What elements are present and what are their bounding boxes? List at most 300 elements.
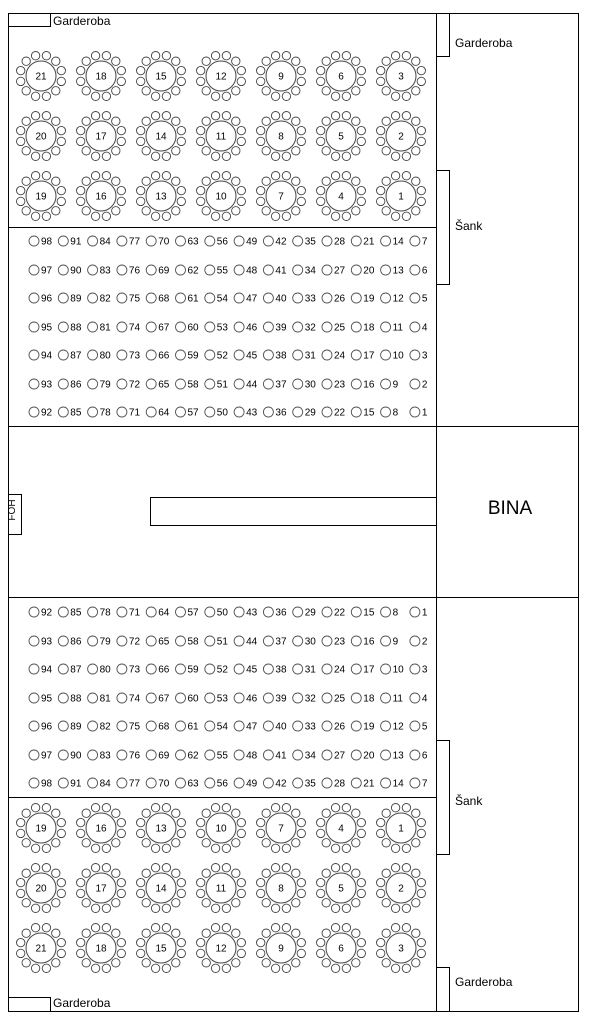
seat-circle xyxy=(381,350,391,360)
table-chair xyxy=(82,87,90,95)
table-chair xyxy=(17,66,25,74)
table-chair xyxy=(412,87,420,95)
table-chair xyxy=(202,87,210,95)
seat xyxy=(381,636,399,648)
table-chair xyxy=(262,207,270,215)
seat-circle xyxy=(117,322,127,332)
seat xyxy=(29,778,53,790)
table-chair xyxy=(177,66,185,74)
seat xyxy=(263,236,287,248)
table-chair xyxy=(117,126,125,134)
seat-number: 65 xyxy=(158,636,170,648)
seat-circle xyxy=(263,293,273,303)
table-chair xyxy=(137,878,145,886)
table-chair xyxy=(417,197,425,205)
table-chair xyxy=(417,818,425,826)
table-chair xyxy=(91,844,99,852)
seat-circle xyxy=(263,322,273,332)
round-table xyxy=(17,864,66,913)
table-chair xyxy=(342,212,350,220)
seat-circle xyxy=(176,721,186,731)
seat-circle xyxy=(351,750,361,760)
seat-number: 84 xyxy=(99,236,111,248)
table-chair xyxy=(82,809,90,817)
seat-circle xyxy=(410,265,420,275)
seat-number: 5 xyxy=(421,721,428,733)
table-chair xyxy=(82,869,90,877)
seat-circle xyxy=(351,293,361,303)
seat-number: 6 xyxy=(421,750,428,762)
seat xyxy=(351,265,375,277)
table-chair xyxy=(151,924,159,932)
table-chair xyxy=(232,869,240,877)
seat-number: 44 xyxy=(246,636,258,648)
seat xyxy=(410,607,428,619)
table-chair xyxy=(197,878,205,886)
seat-circle xyxy=(58,350,68,360)
table-chair xyxy=(52,809,60,817)
round-table xyxy=(197,864,246,913)
seat xyxy=(146,379,170,391)
table-chair xyxy=(57,889,65,897)
seat-number: 46 xyxy=(246,693,258,705)
table-chair xyxy=(271,864,279,872)
seat xyxy=(88,721,112,733)
seat-number: 79 xyxy=(99,379,111,391)
table-chair xyxy=(151,172,159,180)
round-table xyxy=(137,864,186,913)
table-chair xyxy=(357,126,365,134)
seat xyxy=(381,350,405,362)
table-chair xyxy=(282,844,290,852)
seat-number: 81 xyxy=(99,693,111,705)
table-number: 20 xyxy=(35,883,47,895)
seat-number: 82 xyxy=(99,721,111,733)
seat xyxy=(410,721,428,733)
seat xyxy=(351,407,375,419)
table-chair xyxy=(352,87,360,95)
table-chair xyxy=(317,818,325,826)
table-chair xyxy=(57,878,65,886)
table-chair xyxy=(391,844,399,852)
seat-circle xyxy=(146,350,156,360)
seat xyxy=(263,778,287,790)
table-chair xyxy=(391,964,399,972)
round-table xyxy=(317,924,366,973)
seat-number: 94 xyxy=(41,350,53,362)
seat-circle xyxy=(117,693,127,703)
seat-number: 69 xyxy=(158,265,170,277)
seat xyxy=(263,379,287,391)
table-chair xyxy=(211,804,219,812)
table-chair xyxy=(77,126,85,134)
table-chair xyxy=(222,152,230,160)
table-chair xyxy=(402,844,410,852)
table-chair xyxy=(22,809,30,817)
seat-number: 49 xyxy=(246,236,258,248)
table-chair xyxy=(402,924,410,932)
table-chair xyxy=(331,964,339,972)
table-chair xyxy=(151,904,159,912)
table-number: 20 xyxy=(35,131,47,143)
table-chair xyxy=(292,57,300,65)
seat-number: 91 xyxy=(70,778,82,790)
table-chair xyxy=(151,804,159,812)
table-chair xyxy=(151,864,159,872)
seat-circle xyxy=(351,379,361,389)
table-chair xyxy=(357,938,365,946)
table-number: 4 xyxy=(338,191,344,203)
table-chair xyxy=(222,904,230,912)
seat xyxy=(29,407,53,419)
table-number: 10 xyxy=(215,823,227,835)
seat-circle xyxy=(234,721,244,731)
seat-number: 58 xyxy=(187,636,199,648)
table-chair xyxy=(282,864,290,872)
table-chair xyxy=(91,112,99,120)
seat-circle xyxy=(410,721,420,731)
table-chair xyxy=(282,92,290,100)
seat xyxy=(88,607,112,619)
seat-number: 64 xyxy=(158,407,170,419)
seat-number: 35 xyxy=(304,236,316,248)
seat-circle xyxy=(293,407,303,417)
table-chair xyxy=(402,92,410,100)
table-chair xyxy=(202,929,210,937)
table-chair xyxy=(177,829,185,837)
seat xyxy=(410,750,428,762)
seat xyxy=(381,407,399,419)
seat-number: 25 xyxy=(334,693,346,705)
seat-number: 74 xyxy=(128,322,141,334)
table-chair xyxy=(331,112,339,120)
seat-circle xyxy=(29,721,39,731)
table-chair xyxy=(257,126,265,134)
table-chair xyxy=(382,87,390,95)
seat-number: 84 xyxy=(99,778,111,790)
table-chair xyxy=(82,929,90,937)
table-chair xyxy=(282,804,290,812)
seat-circle xyxy=(117,350,127,360)
seat xyxy=(293,236,317,248)
table-chair xyxy=(52,839,60,847)
table-number: 4 xyxy=(338,823,344,835)
table-chair xyxy=(102,924,110,932)
seat xyxy=(117,322,141,334)
seat-circle xyxy=(293,693,303,703)
seat-number: 52 xyxy=(216,350,228,362)
seat-circle xyxy=(176,293,186,303)
table-chair xyxy=(377,878,385,886)
table-chair xyxy=(202,809,210,817)
seat xyxy=(58,407,82,419)
table-chair xyxy=(172,57,180,65)
table-chair xyxy=(222,804,230,812)
seat-circle xyxy=(322,379,332,389)
table-chair xyxy=(112,959,120,967)
table-chair xyxy=(202,57,210,65)
seat-circle xyxy=(205,750,215,760)
seat-circle xyxy=(234,236,244,246)
seat-number: 29 xyxy=(304,607,316,619)
seat xyxy=(351,607,375,619)
table-chair xyxy=(382,57,390,65)
table-chair xyxy=(137,186,145,194)
table-chair xyxy=(52,899,60,907)
table-chair xyxy=(177,126,185,134)
table-chair xyxy=(257,949,265,957)
seat-number: 85 xyxy=(70,607,82,619)
table-chair xyxy=(402,212,410,220)
seat-circle xyxy=(322,693,332,703)
seat-circle xyxy=(381,778,391,788)
garderoba-top-right-label: Garderoba xyxy=(455,36,513,50)
table-chair xyxy=(31,864,39,872)
table-chair xyxy=(42,112,50,120)
seat-circle xyxy=(205,693,215,703)
seat-number: 54 xyxy=(216,721,228,733)
seat xyxy=(293,721,317,733)
table-chair xyxy=(317,186,325,194)
seat-circle xyxy=(263,236,273,246)
table-chair xyxy=(91,904,99,912)
table-chair xyxy=(137,818,145,826)
table-chair xyxy=(417,66,425,74)
seat xyxy=(410,293,428,305)
table-chair xyxy=(357,137,365,145)
round-table xyxy=(377,804,426,853)
seat-circle xyxy=(263,407,273,417)
table-chair xyxy=(402,152,410,160)
seat xyxy=(381,607,399,619)
seat-circle xyxy=(410,693,420,703)
stage-label: BINA xyxy=(487,498,533,519)
seat-number: 62 xyxy=(187,265,199,277)
seat-circle xyxy=(234,293,244,303)
seat-circle xyxy=(117,236,127,246)
table-chair xyxy=(31,964,39,972)
seat xyxy=(117,778,141,790)
seat-number: 24 xyxy=(334,664,346,676)
table-chair xyxy=(322,839,330,847)
table-chair xyxy=(31,804,39,812)
table-chair xyxy=(352,929,360,937)
seat xyxy=(234,407,258,419)
table-chair xyxy=(22,57,30,65)
seat-circle xyxy=(176,636,186,646)
table-number: 17 xyxy=(95,883,107,895)
seat-number: 75 xyxy=(128,293,141,305)
seat xyxy=(322,750,346,762)
seat-circle xyxy=(205,721,215,731)
table-chair xyxy=(322,117,330,125)
table-chair xyxy=(31,172,39,180)
table-chair xyxy=(177,889,185,897)
hall-outline xyxy=(9,14,437,1012)
table-chair xyxy=(391,804,399,812)
seat-number: 57 xyxy=(187,607,199,619)
seat-circle xyxy=(58,265,68,275)
seat-number: 24 xyxy=(334,350,346,362)
seat xyxy=(322,778,346,790)
seat-circle xyxy=(58,236,68,246)
seat-number: 65 xyxy=(158,379,170,391)
seat xyxy=(410,236,428,248)
seat xyxy=(263,322,287,334)
table-chair xyxy=(317,949,325,957)
seat-circle xyxy=(293,750,303,760)
seat xyxy=(293,265,317,277)
seat-circle xyxy=(381,750,391,760)
table-chair xyxy=(342,844,350,852)
seat-number: 68 xyxy=(158,293,170,305)
seat-number: 64 xyxy=(158,607,170,619)
table-number: 7 xyxy=(278,823,284,835)
table-number: 8 xyxy=(278,883,284,895)
table-chair xyxy=(112,809,120,817)
table-chair xyxy=(292,869,300,877)
table-chair xyxy=(57,77,65,85)
seat xyxy=(263,607,287,619)
seat xyxy=(293,322,317,334)
table-chair xyxy=(282,52,290,60)
seat xyxy=(146,664,170,676)
seat xyxy=(410,664,428,676)
seat-circle xyxy=(176,379,186,389)
table-chair xyxy=(331,924,339,932)
seat-number: 43 xyxy=(246,407,258,419)
seat xyxy=(29,750,53,762)
seat xyxy=(88,664,112,676)
sank-top-box xyxy=(437,171,450,285)
seat-number: 3 xyxy=(421,664,428,676)
table-chair xyxy=(162,844,170,852)
seat-circle xyxy=(410,379,420,389)
seat-number: 77 xyxy=(128,778,141,790)
table-chair xyxy=(22,869,30,877)
seat-circle xyxy=(58,379,68,389)
table-chair xyxy=(271,924,279,932)
seat-circle xyxy=(293,350,303,360)
seat-circle xyxy=(29,407,39,417)
seat-number: 71 xyxy=(128,407,141,419)
table-chair xyxy=(271,804,279,812)
table-chair xyxy=(357,197,365,205)
seat-number: 41 xyxy=(275,265,287,277)
seat-number: 52 xyxy=(216,664,228,676)
seat xyxy=(293,664,317,676)
seat-circle xyxy=(234,379,244,389)
seat xyxy=(146,636,170,648)
seat-number: 7 xyxy=(421,236,428,248)
table-chair xyxy=(382,177,390,185)
seat-number: 87 xyxy=(70,664,82,676)
table-chair xyxy=(117,889,125,897)
seat-circle xyxy=(263,350,273,360)
table-chair xyxy=(232,899,240,907)
seat xyxy=(381,293,405,305)
seat xyxy=(234,750,258,762)
seat-circle xyxy=(293,721,303,731)
seat-circle xyxy=(263,265,273,275)
round-table xyxy=(137,52,186,101)
table-chair xyxy=(282,964,290,972)
seat xyxy=(176,293,200,305)
seat xyxy=(58,322,82,334)
table-chair xyxy=(417,137,425,145)
seat-number: 47 xyxy=(246,293,258,305)
table-chair xyxy=(42,212,50,220)
seat xyxy=(322,265,346,277)
seat xyxy=(263,636,287,648)
seat-number: 42 xyxy=(275,778,287,790)
round-table xyxy=(197,924,246,973)
seat xyxy=(88,407,112,419)
seat-circle xyxy=(351,350,361,360)
table-chair xyxy=(377,66,385,74)
table-chair xyxy=(52,207,60,215)
round-table xyxy=(17,112,66,161)
seat xyxy=(322,293,346,305)
table-chair xyxy=(91,172,99,180)
table-chair xyxy=(117,66,125,74)
seat-number: 96 xyxy=(41,721,53,733)
seat-number: 68 xyxy=(158,721,170,733)
table-chair xyxy=(17,949,25,957)
seat-number: 2 xyxy=(421,379,428,391)
seat xyxy=(176,636,200,648)
seat-circle xyxy=(410,778,420,788)
seat xyxy=(351,721,375,733)
seat-circle xyxy=(234,750,244,760)
table-number: 9 xyxy=(278,71,284,83)
table-chair xyxy=(391,152,399,160)
table-chair xyxy=(357,186,365,194)
seat-number: 98 xyxy=(41,236,53,248)
seat-circle xyxy=(234,350,244,360)
seat xyxy=(205,236,229,248)
table-chair xyxy=(262,959,270,967)
table-number: 14 xyxy=(155,883,167,895)
seat xyxy=(176,236,200,248)
table-chair xyxy=(22,177,30,185)
table-chair xyxy=(377,137,385,145)
seat-number: 14 xyxy=(392,236,404,248)
table-chair xyxy=(77,949,85,957)
table-chair xyxy=(142,839,150,847)
seat xyxy=(234,607,258,619)
seat-circle xyxy=(263,778,273,788)
seat-circle xyxy=(293,607,303,617)
table-chair xyxy=(82,899,90,907)
round-table xyxy=(17,172,66,221)
seat-circle xyxy=(29,664,39,674)
seat xyxy=(29,721,53,733)
seat-number: 56 xyxy=(216,236,228,248)
table-chair xyxy=(202,839,210,847)
seat xyxy=(146,750,170,762)
table-chair xyxy=(22,959,30,967)
table-chair xyxy=(211,844,219,852)
seat-circle xyxy=(351,664,361,674)
seat-number: 78 xyxy=(99,407,111,419)
seat-circle xyxy=(176,693,186,703)
table-chair xyxy=(102,804,110,812)
seat-number: 94 xyxy=(41,664,53,676)
seat-number: 97 xyxy=(41,265,53,277)
seat-circle xyxy=(146,407,156,417)
seat-circle xyxy=(88,265,98,275)
